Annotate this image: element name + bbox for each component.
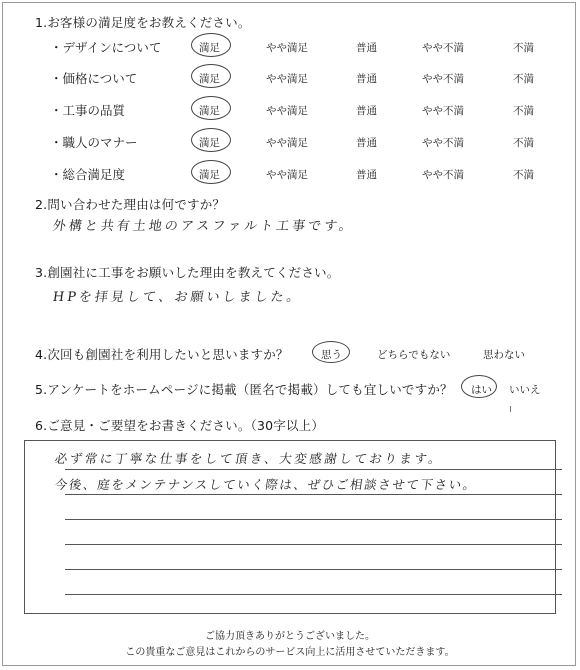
- q1-selected-circle: [191, 33, 231, 57]
- q1-selected-circle: [191, 128, 231, 152]
- q1-rating-option[interactable]: やや不満: [422, 42, 464, 54]
- q6-handwritten-line-2: 今後、庭をメンテナンスしていく際は、ぜひご相談させて下さい。: [53, 477, 478, 492]
- q1-rating-option[interactable]: 不満: [513, 105, 534, 117]
- q6-title: 6.ご意見・ご要望をお書きください。（30字以上）: [35, 418, 325, 433]
- q1-rating-option[interactable]: 満足: [199, 105, 220, 117]
- q3-handwritten-answer: HPを拝見して、お願いしました。: [51, 290, 304, 305]
- q4-option-yes[interactable]: 思う: [321, 349, 342, 361]
- comment-line: [65, 594, 562, 595]
- q1-rating-option[interactable]: やや不満: [422, 105, 464, 117]
- q1-rating-option[interactable]: やや満足: [266, 137, 308, 149]
- q1-rating-option[interactable]: やや満足: [266, 42, 308, 54]
- q1-rating-option[interactable]: 普通: [356, 73, 377, 85]
- q3-title: 3.創園社に工事をお願いした理由を教えてください。: [35, 265, 340, 280]
- q1-rating-option[interactable]: やや不満: [422, 73, 464, 85]
- q5-title: 5.アンケートをホームページに掲載（匿名で掲載）しても宜しいですか？: [35, 382, 453, 397]
- q6-handwritten-line-1: 必ず常に丁寧な仕事をして頂き、大変感謝しております。: [53, 451, 445, 466]
- q6-comment-box: [24, 440, 556, 614]
- q1-row-label: ・デザインについて: [50, 40, 162, 55]
- q1-rating-option[interactable]: やや不満: [422, 137, 464, 149]
- q1-selected-circle: [191, 160, 231, 184]
- q4-option-no[interactable]: 思わない: [483, 349, 525, 361]
- q1-row-label: ・工事の品質: [50, 103, 126, 118]
- footer-thanks: ご協力頂きありがとうございました。: [205, 631, 375, 642]
- q4-option-neutral[interactable]: どちらでもない: [377, 349, 451, 361]
- survey-sheet: [2, 2, 576, 666]
- q1-rating-option[interactable]: 満足: [199, 42, 220, 54]
- stray-mark: [510, 406, 513, 412]
- comment-line: [65, 544, 562, 545]
- q1-rating-option[interactable]: 満足: [199, 137, 220, 149]
- comment-line: [65, 519, 562, 520]
- q1-rating-option[interactable]: 不満: [513, 137, 534, 149]
- comment-line: [65, 569, 562, 570]
- q1-rating-option[interactable]: 普通: [356, 42, 377, 54]
- q1-rating-option[interactable]: 普通: [356, 105, 377, 117]
- q1-rating-option[interactable]: 不満: [513, 73, 534, 85]
- q2-handwritten-answer: 外構と共有土地のアスファルト工事です。: [51, 219, 356, 234]
- q1-title: 1.お客様の満足度をお教えください。: [35, 15, 251, 30]
- q1-row-label: ・価格について: [50, 71, 138, 86]
- q5-selected-circle: [461, 375, 497, 398]
- q1-rating-option[interactable]: やや満足: [266, 105, 308, 117]
- q1-rating-option[interactable]: 普通: [356, 169, 377, 181]
- q2-title: 2.問い合わせた理由は何ですか？: [35, 197, 226, 212]
- q1-rating-option[interactable]: やや満足: [266, 169, 308, 181]
- footer-note: この貴重なご意見はこれからのサービス向上に活用させていただきます。: [125, 647, 455, 658]
- q1-rating-option[interactable]: 満足: [199, 169, 220, 181]
- q1-selected-circle: [191, 96, 231, 120]
- q1-row-label: ・職人のマナー: [50, 135, 138, 150]
- q1-rating-option[interactable]: やや満足: [266, 73, 308, 85]
- q4-selected-circle: [312, 341, 350, 363]
- q1-row-label: ・総合満足度: [50, 167, 126, 182]
- q1-rating-option[interactable]: 不満: [513, 169, 534, 181]
- q4-title: 4.次回も創園社を利用したいと思いますか？: [35, 347, 289, 362]
- comment-line: [65, 469, 562, 470]
- q1-rating-option[interactable]: やや不満: [422, 169, 464, 181]
- q1-rating-option[interactable]: 普通: [356, 137, 377, 149]
- q1-rating-option[interactable]: 満足: [199, 73, 220, 85]
- q5-option-yes[interactable]: はい: [471, 384, 492, 396]
- q1-rating-option[interactable]: 不満: [513, 42, 534, 54]
- comment-line: [65, 494, 562, 495]
- q5-option-no[interactable]: いいえ: [509, 384, 541, 396]
- q1-selected-circle: [191, 64, 231, 88]
